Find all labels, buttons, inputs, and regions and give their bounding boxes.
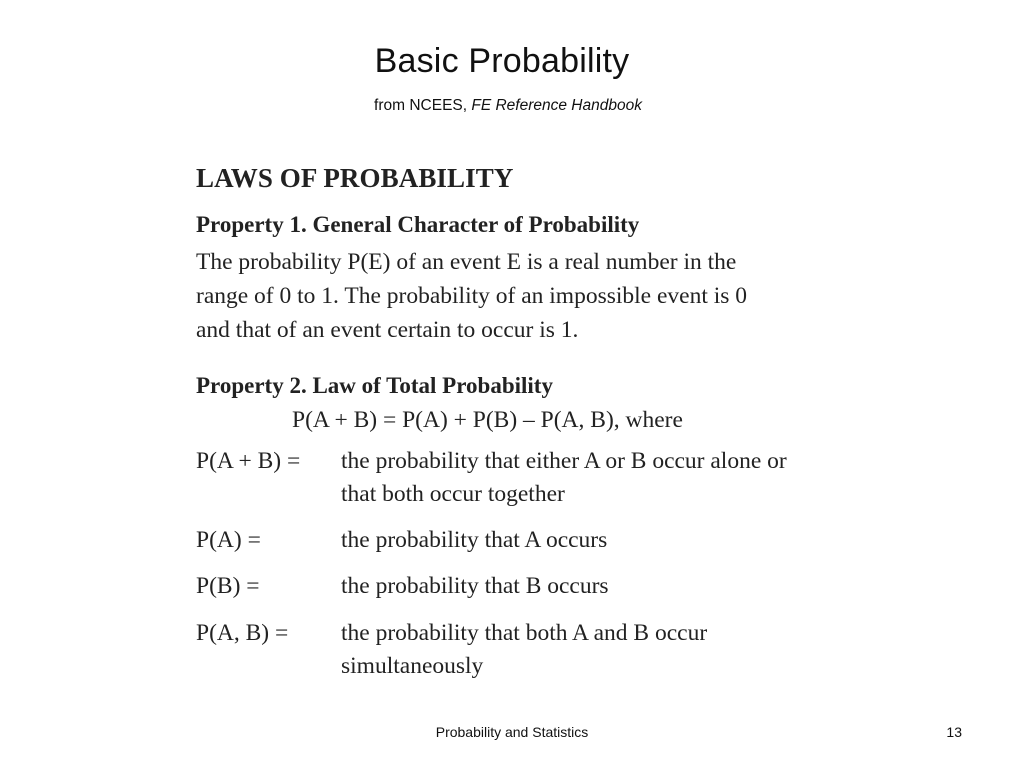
property-1-line: and that of an event certain to occur is 1. <box>196 317 579 343</box>
slide-title: Basic Probability <box>374 42 630 80</box>
definition-line: that both occur together <box>341 481 565 507</box>
total-probability-formula: P(A + B) = P(A) + P(B) – P(A, B), where <box>292 407 683 433</box>
definition-term: P(A, B) = <box>196 620 289 646</box>
subtitle-prefix: from NCEES, <box>374 97 472 114</box>
definition-line: the probability that either A or B occur alone or <box>341 448 787 474</box>
definition-text <box>341 524 607 557</box>
definition-term: P(B) = <box>196 573 260 599</box>
definition-line: the probability that A occurs <box>341 527 608 553</box>
definition-line: simultaneously <box>341 653 484 679</box>
property-2-heading: Property 2. Law of Total Probability <box>196 373 553 398</box>
property-1-heading: Property 1. General Character of Probability <box>196 212 640 237</box>
definition-text <box>341 570 609 603</box>
slide-subtitle <box>0 97 1016 115</box>
definition-text <box>341 445 787 511</box>
footer-page-number: 13 <box>946 724 962 740</box>
definition-text <box>341 617 707 683</box>
definition-term: P(A) = <box>196 527 261 553</box>
subtitle-source: FE Reference Handbook <box>471 97 642 114</box>
section-heading: LAWS OF PROBABILITY <box>196 163 514 193</box>
definition-line: the probability that both A and B occur <box>341 620 708 646</box>
definition-line: the probability that B occurs <box>341 573 609 599</box>
property-1-text <box>196 245 876 347</box>
definition-term: P(A + B) = <box>196 448 301 474</box>
property-1-line: range of 0 to 1. The probability of an impossible event is 0 <box>196 283 748 309</box>
property-1-line: The probability P(E) of an event E is a real number in the <box>196 249 737 275</box>
footer-course-title: Probability and Statistics <box>435 724 589 740</box>
